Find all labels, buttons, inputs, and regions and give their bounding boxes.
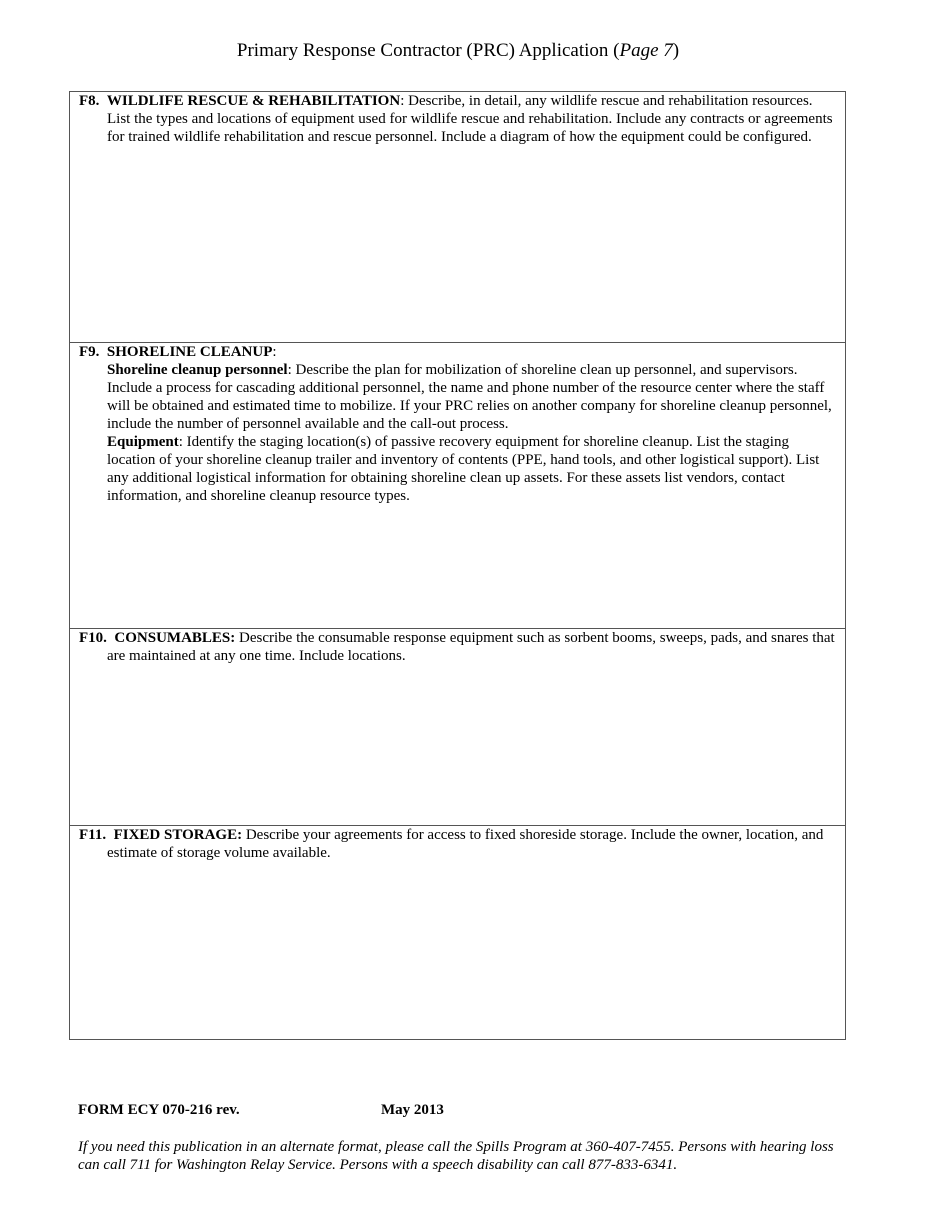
section-f9-shoreline-cleanup[interactable] (70, 342, 845, 628)
form-date: May 2013 (381, 1102, 444, 1118)
section-number: F9. (79, 344, 100, 360)
accessibility-note: If you need this publication in an alternate format, please call the Spills Program at 360-407-7455. Persons with hearing loss can call 711 for Washington Relay Service. Persons with a speech disability can call 877-833-6341. (78, 1139, 834, 1173)
section-title: WILDLIFE RESCUE & REHABILITATION (106, 93, 401, 109)
section-f8-prompt (79, 92, 836, 146)
personnel-label: Shoreline cleanup personnel (107, 362, 288, 378)
section-f10-consumables[interactable] (70, 628, 845, 825)
shoreline-personnel-paragraph (79, 361, 836, 433)
personnel-instructions: : Describe the plan for mobilization of shoreline clean up personnel, and supervisors. Include a process for cascading additional personnel, the name and phone number of the resource center where the staff will be obtained and estimated time to mobilize. If your PRC relies on another company for shoreline cleanup personnel, include the number of personnel available and the call-out process. (107, 362, 832, 432)
section-number: F10. (79, 630, 107, 646)
section-number: F8. (79, 93, 100, 109)
section-title: FIXED STORAGE: (113, 827, 243, 843)
page-label: Page (619, 40, 659, 61)
section-f8-wildlife-rescue[interactable] (70, 92, 845, 342)
section-instructions: Describe the consumable response equipment such as sorbent booms, sweeps, pads, and snares that are maintained at any one time. Include locations. (107, 630, 835, 664)
equipment-label: Equipment (107, 434, 179, 450)
section-instructions: : Describe, in detail, any wildlife rescue and rehabilitation resources. List the types and locations of equipment used for wildlife rescue and rehabilitation. Include any contracts or agreements for trained wildlife rehabilitation and rescue personnel. Include a diagram of how the equipment could be configured. (107, 93, 833, 145)
section-f11-fixed-storage[interactable] (70, 825, 845, 1041)
form-box (69, 91, 846, 1040)
page-number: 7 (663, 40, 673, 61)
equipment-instructions: : Identify the staging location(s) of passive recovery equipment for shoreline cleanup. List the staging location of your shoreline cleanup trailer and inventory of contents (PPE, hand tools, and other logistical support). List any additional logistical information for obtaining shoreline clean up assets. For these assets list vendors, contact information, and shoreline cleanup resource types. (107, 434, 820, 504)
section-f10-prompt (79, 629, 836, 665)
section-title: SHORELINE CLEANUP (106, 344, 273, 360)
form-id: FORM ECY 070-216 rev. (78, 1102, 240, 1118)
section-f11-prompt (79, 826, 836, 862)
shoreline-equipment-paragraph (79, 433, 836, 505)
section-title: CONSUMABLES: (114, 630, 236, 646)
section-f9-heading: F9. SHORELINE CLEANUP: (79, 344, 277, 360)
page-title: Primary Response Contractor (PRC) Application (Page 7) (236, 40, 680, 61)
section-number: F11. (79, 827, 107, 843)
section-instructions: Describe your agreements for access to fixed shoreside storage. Include the owner, location, and estimate of storage volume available. (107, 827, 824, 861)
